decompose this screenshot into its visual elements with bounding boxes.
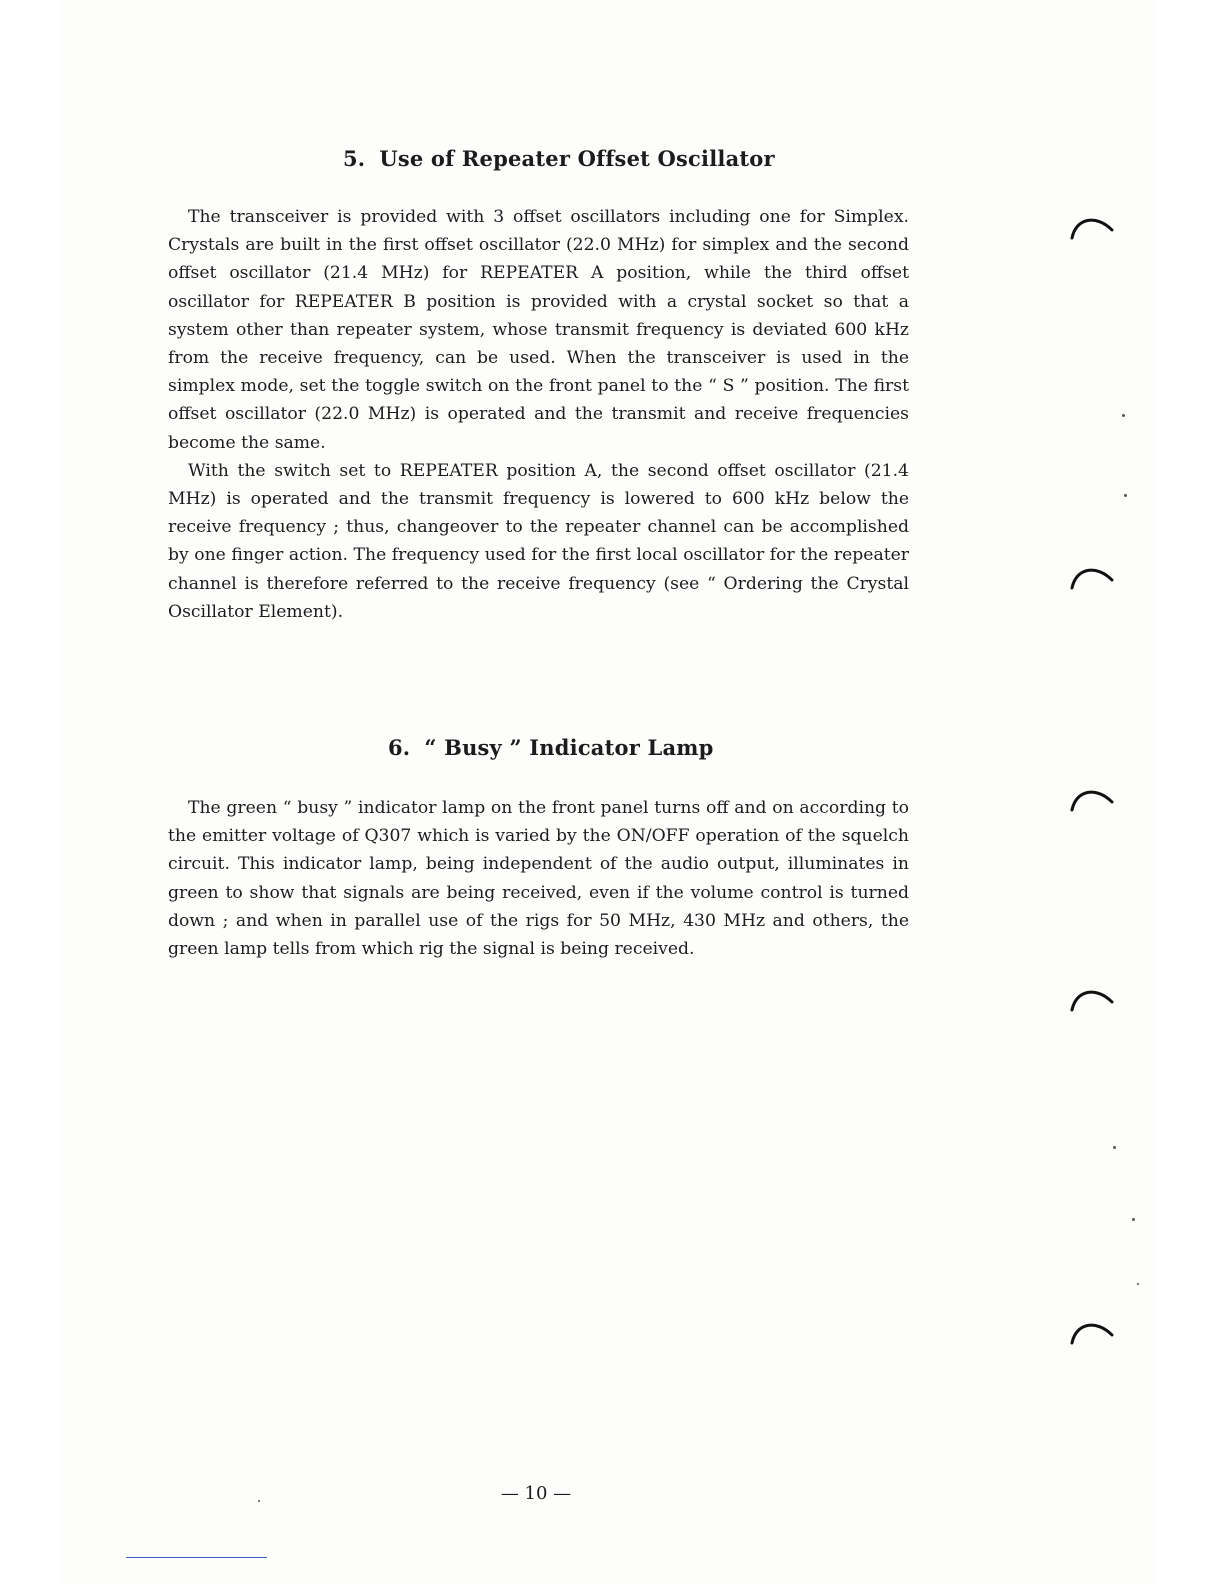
scan-speck: [1132, 1218, 1135, 1221]
section-5-heading: [343, 146, 775, 171]
scan-speck: [1122, 414, 1125, 417]
section-6-body: [168, 794, 909, 963]
section-6-number: 6.: [388, 735, 411, 760]
punch-hole-icon: [1066, 780, 1118, 820]
scan-speck: [1124, 494, 1127, 497]
bottom-edge-line: [126, 1557, 267, 1558]
punch-hole-icon: [1066, 980, 1118, 1020]
section-5-title: Use of Repeater Offset Oscillator: [379, 146, 775, 171]
punch-hole-icon: [1066, 558, 1118, 598]
page-number: — 10 —: [500, 1483, 572, 1504]
punch-hole-icon: [1066, 208, 1118, 248]
section-6-heading: [388, 735, 714, 760]
section-5-paragraph-1: The transceiver is provided with 3 offset oscillators including one for Simplex. Crystals are built in the first offset oscillator (22.0 MHz) for simplex and the second offset oscillator (21.4 MHz) for REPEATER A position, while the third offset oscillator for REPEATER B position is provided with a crystal socket so that a system other than repeater system, whose transmit frequency is deviated 600 kHz from the receive frequency, can be used. When the transceiver is used in the simplex mode, set the toggle switch on the front panel to the “ S ” position. The first offset oscillator (22.0 MHz) is operated and the transmit and receive frequencies become the same.: [168, 207, 909, 453]
section-5-paragraph-2: With the switch set to REPEATER position A, the second offset oscillator (21.4 MHz) is operated and the transmit frequency is lowered to 600 kHz below the receive frequency ; thus, changeover to the repeater channel can be accomplished by one finger action. The frequency used for the first local oscillator for the repeater channel is therefore referred to the receive frequency (see “ Ordering the Crystal Oscillator Element).: [168, 460, 909, 622]
section-5-body: [168, 203, 909, 626]
section-6-paragraph-1: The green “ busy ” indicator lamp on the front panel turns off and on according to the emitter voltage of Q307 which is varied by the ON/OFF operation of the squelch circuit. This indicator lamp, being independent of the audio output, illuminates in green to show that signals are being received, even if the volume control is turned down ; and when in parallel use of the rigs for 50 MHz, 430 MHz and others, the green lamp tells from which rig the signal is being received.: [168, 798, 909, 960]
scan-speck: [1113, 1146, 1116, 1149]
section-6-title: “ Busy ” Indicator Lamp: [424, 735, 714, 760]
scan-speck: [258, 1500, 260, 1502]
punch-hole-icon: [1066, 1313, 1118, 1353]
section-5-number: 5.: [343, 146, 366, 171]
scan-speck: [1137, 1283, 1139, 1285]
